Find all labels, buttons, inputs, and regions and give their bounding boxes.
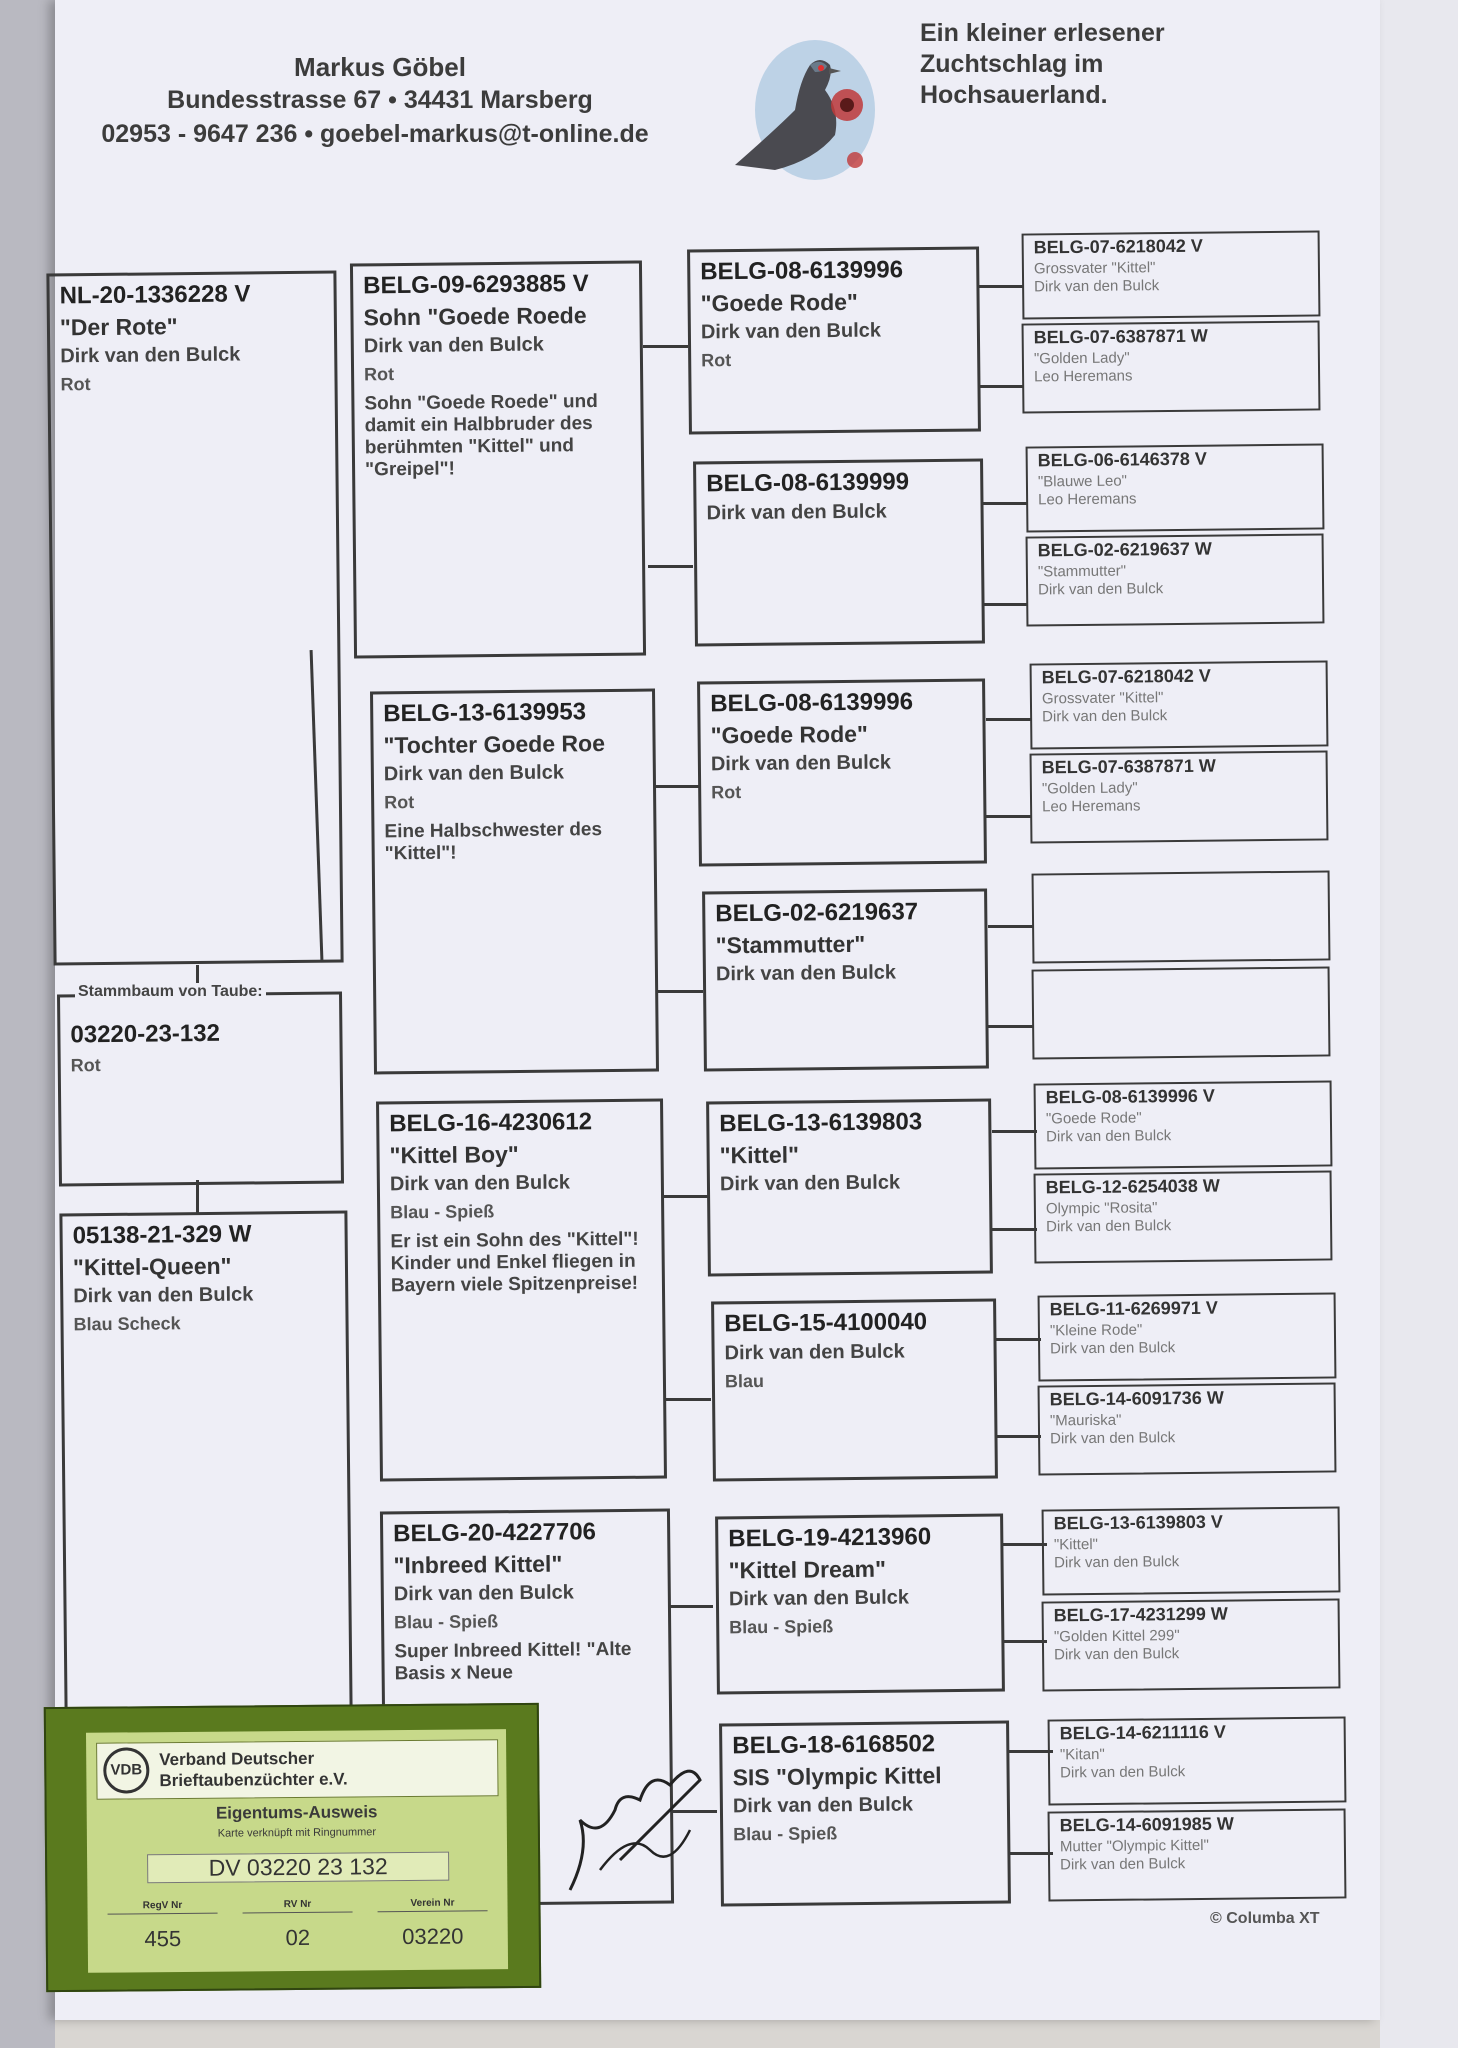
great-grandparent-breeder: Dirk van den Bulck: [715, 961, 897, 986]
subject-box: [57, 992, 344, 1187]
great-grandparent-box: [711, 1299, 998, 1482]
ancestor-ring: [1044, 971, 1318, 974]
copyright: © Columba XT: [1210, 1910, 1320, 1927]
grandparent-breeder: Dirk van den Bulck: [393, 1581, 574, 1606]
great-grandparent-box: [687, 246, 981, 434]
great-grandparent-box: [719, 1720, 1011, 1906]
ancestor-ring: BELG-08-6139996 V: [1045, 1085, 1215, 1108]
connector: [992, 1228, 1037, 1231]
ancestor-ring: BELG-14-6091736 W: [1049, 1387, 1224, 1410]
ancestor-name: Olympic "Rosita": [1045, 1199, 1158, 1218]
ancestor-name: Mutter "Olympic Kittel": [1059, 1836, 1210, 1856]
card-field: [242, 1898, 352, 1951]
ancestor-breeder: Dirk van den Bulck: [1060, 1763, 1186, 1782]
ancestor-name: Grossvater "Kittel": [1033, 259, 1156, 278]
card-fields: [87, 1897, 508, 1971]
ancestor-breeder: Dirk van den Bulck: [1054, 1553, 1180, 1572]
slogan-line: Ein kleiner erlesener: [920, 19, 1165, 47]
great-grandparent-breeder: Dirk van den Bulck: [728, 1586, 910, 1611]
great-grandparent-ring: BELG-18-6168502: [732, 1730, 936, 1760]
grandparent-note: Eine Halbschwester des "Kittel"!: [384, 819, 603, 865]
ancestor-name: "Kitan": [1059, 1745, 1105, 1764]
ancestor-box: [1048, 1808, 1347, 1901]
card-field-label: RegV Nr: [107, 1900, 217, 1915]
great-grandparent-breeder: Dirk van den Bulck: [724, 1340, 905, 1365]
grandparent-name: "Tochter Goede Roe: [383, 730, 606, 759]
connector: [658, 990, 703, 993]
slogan-line: Zuchtschlag im: [920, 50, 1104, 78]
great-grandparent-name: "Kittel Dream": [728, 1555, 887, 1584]
slogan-line: Hochsauerland.: [920, 81, 1108, 109]
connector: [982, 502, 1027, 505]
grandparent-box: [376, 1099, 667, 1482]
great-grandparent-name: "Stammutter": [715, 930, 866, 959]
card-org-line: Verband Deutscher: [159, 1748, 315, 1770]
ancestor-box: [1048, 1716, 1347, 1805]
great-grandparent-ring: BELG-08-6139996: [710, 688, 914, 718]
great-grandparent-ring: BELG-19-4213960: [728, 1523, 932, 1553]
grandparent-ring: BELG-13-6139953: [383, 698, 587, 728]
ancestor-breeder: Dirk van den Bulck: [1054, 1645, 1180, 1664]
connector: [663, 1195, 708, 1198]
ancestor-box: [1042, 1598, 1341, 1691]
ancestor-box: [1034, 1170, 1333, 1263]
ancestor-box: [1034, 1080, 1333, 1169]
ancestor-box: [1026, 443, 1325, 532]
connector: [996, 1338, 1041, 1341]
ancestor-box: [1026, 533, 1325, 626]
ownership-card: [44, 1703, 541, 1992]
ancestor-ring: BELG-06-6146378 V: [1037, 448, 1207, 471]
ancestor-box-empty: [1032, 966, 1331, 1059]
grandparent-note: Er ist ein Sohn des "Kittel"! Kinder und Enkel fliegen in Bayern viele Spitzenpreise!: [390, 1228, 639, 1297]
ancestor-name: "Blauwe Leo": [1037, 472, 1128, 491]
owner-name: Markus Göbel: [294, 52, 466, 82]
connector: [648, 565, 693, 568]
ancestor-name: "Stammutter": [1037, 562, 1127, 581]
ancestor-breeder: Dirk van den Bulck: [1042, 707, 1168, 726]
card-field-value: 03220: [402, 1923, 464, 1950]
ancestor-breeder: Leo Heremans: [1042, 797, 1141, 816]
ancestor-breeder: Dirk van den Bulck: [1034, 277, 1160, 296]
card-body: [86, 1729, 508, 1973]
ancestor-name: "Golden Kittel 299": [1053, 1627, 1180, 1646]
ancestor-box: [1038, 1382, 1337, 1475]
grandparent-box: [370, 689, 659, 1075]
ancestor-ring: BELG-07-6387871 W: [1041, 755, 1216, 778]
pigeon-logo-icon: [715, 30, 885, 190]
connector: [1002, 1543, 1047, 1546]
card-ring-number: DV 03220 23 132: [147, 1852, 449, 1884]
ancestor-breeder: Dirk van den Bulck: [1060, 1855, 1186, 1874]
ancestor-ring: [1044, 875, 1318, 878]
great-grandparent-breeder: Dirk van den Bulck: [706, 500, 887, 525]
card-field-value: 02: [285, 1924, 311, 1951]
ancestor-ring: BELG-17-4231299 W: [1053, 1603, 1228, 1626]
connector: [668, 1605, 713, 1608]
sire-color: Rot: [60, 374, 91, 395]
connector: [643, 345, 688, 348]
connector: [1008, 1750, 1053, 1753]
ancestor-name: "Golden Lady": [1033, 349, 1130, 368]
grandparent-note: Super Inbreed Kittel! "Alte Basis x Neue: [394, 1638, 632, 1685]
sire-ring: NL-20-1336228 V: [59, 280, 251, 310]
ancestor-ring: BELG-07-6218042 V: [1033, 235, 1203, 258]
connector: [655, 785, 700, 788]
subject-ring: 03220-23-132: [70, 1019, 221, 1049]
subject-color: Rot: [70, 1055, 101, 1076]
ancestor-ring: BELG-13-6139803 V: [1053, 1511, 1223, 1534]
grandparent-color: Rot: [363, 364, 395, 385]
ancestor-name: "Mauriska": [1049, 1411, 1122, 1430]
connector: [992, 1130, 1037, 1133]
great-grandparent-name: "Goede Rode": [710, 720, 869, 749]
card-field: [377, 1897, 487, 1950]
ancestor-breeder: Leo Heremans: [1038, 490, 1137, 509]
pedigree-label: Stammbaum von Taube:: [75, 983, 266, 1001]
great-grandparent-box: [706, 1099, 993, 1277]
ancestor-box: [1022, 230, 1321, 319]
grandparent-ring: BELG-20-4227706: [393, 1518, 597, 1548]
card-organization: [159, 1748, 348, 1792]
grandparent-ring: BELG-16-4230612: [389, 1108, 593, 1138]
ancestor-box: [1022, 320, 1321, 413]
great-grandparent-name: "Kittel": [719, 1141, 800, 1169]
ancestor-name: "Goede Rode": [1045, 1109, 1142, 1128]
ancestor-breeder: Dirk van den Bulck: [1046, 1217, 1172, 1236]
connector: [996, 1435, 1041, 1438]
ancestor-box-empty: [1032, 870, 1331, 963]
great-grandparent-box: [702, 889, 989, 1072]
grandparent-breeder: Dirk van den Bulck: [363, 333, 544, 358]
great-grandparent-ring: BELG-02-6219637: [715, 898, 919, 928]
great-grandparent-color: Blau - Spieß: [729, 1616, 834, 1638]
card-field: [107, 1900, 217, 1953]
ancestor-ring: BELG-14-6091985 W: [1059, 1813, 1234, 1836]
connector: [988, 925, 1033, 928]
card-field-value: 455: [144, 1925, 182, 1952]
ancestor-ring: BELG-07-6218042 V: [1041, 665, 1211, 688]
great-grandparent-box: [697, 678, 987, 866]
connector: [986, 815, 1031, 818]
great-grandparent-box: [693, 458, 985, 646]
grandparent-color: Blau - Spieß: [393, 1611, 499, 1633]
grandparent-color: Rot: [384, 792, 415, 813]
ancestor-name: "Golden Lady": [1041, 779, 1138, 798]
grandparent-name: "Inbreed Kittel": [393, 1550, 563, 1579]
sire-name: "Der Rote": [59, 313, 178, 341]
great-grandparent-breeder: Dirk van den Bulck: [719, 1171, 901, 1196]
great-grandparent-color: Rot: [701, 350, 732, 371]
ancestor-ring: BELG-12-6254038 W: [1045, 1175, 1220, 1198]
great-grandparent-color: Rot: [711, 782, 742, 803]
ancestor-ring: BELG-11-6269971 V: [1049, 1297, 1218, 1320]
great-grandparent-color: Blau - Spieß: [733, 1823, 838, 1845]
ancestor-breeder: Dirk van den Bulck: [1046, 1127, 1172, 1146]
ancestor-breeder: Leo Heremans: [1034, 367, 1133, 386]
grandparent-color: Blau - Spieß: [390, 1201, 495, 1223]
great-grandparent-box: [715, 1513, 1005, 1694]
card-header: [96, 1739, 498, 1800]
ancestor-breeder: Dirk van den Bulck: [1038, 580, 1164, 599]
sire-box: [46, 271, 343, 966]
great-grandparent-breeder: Dirk van den Bulck: [700, 319, 882, 344]
card-title: Eigentums-Ausweis: [215, 1802, 378, 1823]
grandparent-name: "Kittel Boy": [389, 1141, 519, 1169]
great-grandparent-name: "Goede Rode": [700, 288, 859, 317]
dam-color: Blau Scheck: [73, 1313, 181, 1335]
connector: [982, 603, 1027, 606]
connector: [986, 718, 1031, 721]
ancestor-box: [1030, 660, 1329, 749]
ancestor-ring: BELG-07-6387871 W: [1033, 325, 1208, 348]
great-grandparent-name: SIS "Olympic Kittel: [732, 1762, 942, 1791]
connector: [978, 285, 1023, 288]
great-grandparent-breeder: Dirk van den Bulck: [732, 1793, 914, 1818]
ancestor-name: "Kleine Rode": [1049, 1321, 1143, 1340]
grandparent-breeder: Dirk van den Bulck: [389, 1171, 571, 1196]
ancestor-name: Grossvater "Kittel": [1041, 689, 1164, 708]
ancestor-box: [1030, 750, 1329, 843]
great-grandparent-ring: BELG-13-6139803: [719, 1108, 923, 1138]
great-grandparent-breeder: Dirk van den Bulck: [710, 751, 892, 776]
ancestor-ring: BELG-14-6211116 V: [1059, 1721, 1226, 1744]
connector: [988, 1025, 1033, 1028]
great-grandparent-ring: BELG-08-6139999: [706, 468, 910, 498]
dam-ring: 05138-21-329 W: [72, 1220, 252, 1250]
grandparent-box: [350, 260, 646, 658]
connector: [1008, 1852, 1053, 1855]
background-edge-right: [1380, 0, 1458, 2048]
great-grandparent-ring: BELG-15-4100040: [724, 1308, 928, 1338]
sire-breeder: Dirk van den Bulck: [60, 343, 241, 368]
card-org-line: Brieftaubenzüchter e.V.: [159, 1769, 348, 1791]
owner-address: Bundesstrasse 67 • 34431 Marsberg: [167, 86, 593, 114]
card-subtitle: Karte verknüpft mit Ringnummer: [217, 1826, 377, 1840]
ancestor-name: "Kittel": [1053, 1535, 1099, 1554]
connector: [666, 1398, 711, 1401]
ancestor-box: [1038, 1292, 1337, 1381]
great-grandparent-color: Blau: [724, 1370, 765, 1392]
ancestor-ring: BELG-02-6219637 W: [1037, 538, 1212, 561]
grandparent-breeder: Dirk van den Bulck: [383, 761, 565, 786]
great-grandparent-ring: BELG-08-6139996: [700, 256, 904, 286]
ancestor-breeder: Dirk van den Bulck: [1050, 1339, 1176, 1358]
ancestor-breeder: Dirk van den Bulck: [1050, 1429, 1176, 1448]
association-logo-icon: VDB: [103, 1747, 149, 1793]
card-field-label: RV Nr: [242, 1898, 352, 1913]
connector: [978, 385, 1023, 388]
connector: [196, 1180, 199, 1215]
grandparent-ring: BELG-09-6293885 V: [363, 270, 589, 300]
grandparent-name: Sohn "Goede Roede: [363, 302, 587, 331]
ancestor-box: [1042, 1506, 1341, 1595]
signature-icon: [560, 1730, 720, 1910]
owner-contact: 02953 - 9647 236 • goebel-markus@t-online.de: [101, 120, 649, 148]
slogan: [920, 18, 1220, 111]
dam-breeder: Dirk van den Bulck: [73, 1283, 254, 1308]
card-field-label: Verein Nr: [377, 1897, 487, 1912]
connector: [1002, 1640, 1047, 1643]
dam-box: [59, 1211, 352, 1714]
grandparent-note: Sohn "Goede Roede" und damit ein Halbbruder des berühmten "Kittel" und "Greipel"!: [364, 390, 598, 481]
dam-name: "Kittel-Queen": [72, 1252, 232, 1281]
